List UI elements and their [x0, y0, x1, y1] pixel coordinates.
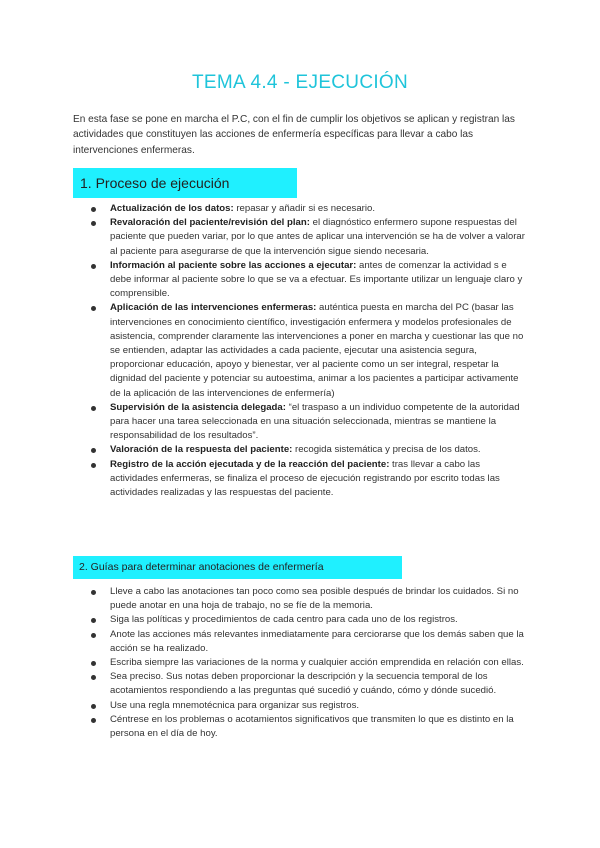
item-text: Escriba siempre las variaciones de la norma y cualquier acción emprendida en relación con ellas.	[110, 657, 524, 669]
bullet-icon	[91, 718, 96, 723]
section-heading-proceso: 1. Proceso de ejecución	[73, 168, 297, 198]
item-text: tras llevar a cabo las actividades enfermeras, se finaliza el proceso de ejecución registrando por escrito todas las actividades realizadas y las respuestas del paciente.	[110, 458, 500, 499]
item-text: “el traspaso a un individuo competente de la autoridad para hacer una tarea seleccionada en una situación seleccionada, mientras se mantiene la responsabilidad de los resultados”.	[110, 401, 520, 442]
list-item	[88, 670, 528, 698]
item-text: Céntrese en los problemas o acotamientos significativos que transmiten lo que es distinto en la persona en el día de hoy.	[110, 713, 514, 740]
list-item	[88, 301, 528, 400]
item-text: Sea preciso. Sus notas deben proporcionar la descripción y la secuencia temporal de los acotamientos respondiendo a las preguntas qué sucedió y cuándo, cómo y dónde sucedió.	[110, 671, 497, 697]
item-term: Valoración de la respuesta del paciente:	[110, 444, 293, 456]
bullet-icon	[91, 306, 96, 311]
item-term: Actualización de los datos:	[110, 203, 234, 214]
list-item	[88, 401, 528, 444]
bullet-icon	[91, 675, 96, 680]
list-item	[88, 443, 528, 457]
item-term: Registro de la acción ejecutada y de la reacción del paciente:	[110, 458, 390, 470]
list-item	[88, 628, 528, 656]
guias-list	[88, 585, 528, 741]
bullet-icon	[91, 633, 96, 638]
proceso-list	[88, 202, 528, 500]
item-term: Información al paciente sobre las acciones a ejecutar:	[110, 259, 357, 271]
list-item	[88, 216, 528, 259]
bullet-icon	[91, 406, 96, 411]
page-title: TEMA 4.4 - EJECUCIÓN	[191, 72, 409, 93]
item-text: Anote las acciones más relevantes inmediatamente para cerciorarse que los demás saben que la acción se ha realizado.	[110, 628, 524, 654]
item-text: Use una regla mnemotécnica para organizar sus registros.	[110, 699, 360, 711]
intro-paragraph: En esta fase se pone en marcha el P.C, con el fin de cumplir los objetivos se aplican y registran las actividades que constituyen las acciones de enfermería específicas para llevar a cabo las intervenciones enfermeras.	[73, 114, 515, 156]
item-text: recogida sistemática y precisa de los datos.	[292, 444, 481, 456]
bullet-icon	[91, 448, 96, 453]
list-item	[88, 699, 528, 713]
item-text: el diagnóstico enfermero supone respuestas del paciente que pueden variar, por lo que antes de aplicar una intervención se ha de volver a valorar al paciente para asegurarse de que la intervención sigue siendo necesaria.	[110, 217, 525, 257]
section-heading-guias: 2. Guías para determinar anotaciones de enfermería	[73, 556, 402, 579]
bullet-icon	[91, 207, 96, 212]
list-item	[88, 202, 528, 216]
list-item	[88, 259, 528, 302]
item-term: Revaloración del paciente/revisión del plan:	[110, 217, 310, 229]
item-text: Lleve a cabo las anotaciones tan poco como sea posible después de brindar los cuidados. Si no puede anotar en una hoja de trabajo, no se fíe de la memoria.	[110, 586, 519, 612]
bullet-icon	[91, 661, 96, 666]
list-item	[88, 613, 528, 627]
item-text: Siga las políticas y procedimientos de cada centro para cada uno de los registros.	[110, 614, 458, 626]
list-item	[88, 458, 528, 501]
bullet-icon	[91, 590, 96, 595]
item-text: auténtica puesta en marcha del PC (basar las intervenciones en conocimiento científico, investigación enfermera y modelos profesionales de asistencia, comprender claramente las intervenciones a poner en marcha y cuestionar las que no se entienden, adaptar las actividades a cada paciente, ejecutar una asistencia segura, proporcionar educación, apoyo y bienestar, ver al paciente como un ser integral, respetar la dignidad del paciente y potenciar su autoestima, animar a los pacientes a participar activamente de la aplicación de las intervenciones de enfermería)	[110, 302, 524, 399]
bullet-icon	[91, 618, 96, 623]
bullet-icon	[91, 463, 96, 468]
bullet-icon	[91, 221, 96, 226]
item-term: Aplicación de las intervenciones enfermeras:	[110, 302, 317, 314]
item-term: Supervisión de la asistencia delegada:	[110, 401, 286, 413]
bullet-icon	[91, 704, 96, 709]
bullet-icon	[91, 264, 96, 269]
item-text: repasar y añadir si es necesario.	[233, 203, 375, 214]
list-item	[88, 656, 528, 670]
list-item	[88, 713, 528, 741]
list-item	[88, 585, 528, 613]
item-text: antes de comenzar la actividad s e debe informar al paciente sobre lo que se va a efectuar. Es importante utilizar un lenguaje claro y comprensible.	[110, 259, 523, 300]
